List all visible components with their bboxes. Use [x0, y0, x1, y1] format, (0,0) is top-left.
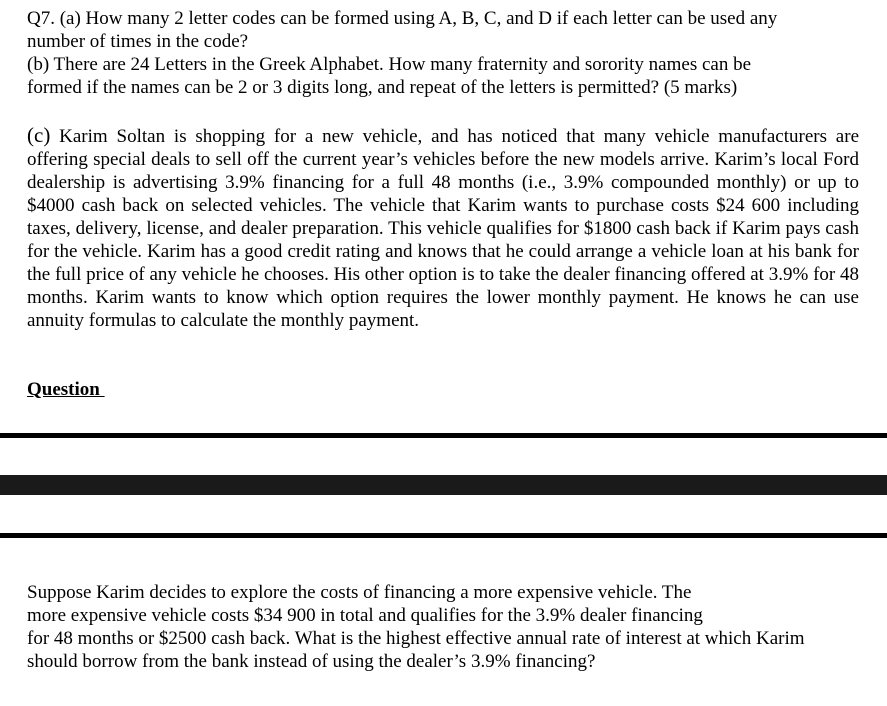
- q7-line: formed if the names can be 2 or 3 digits long, and repeat of the letters is permitted? (5 marks): [27, 77, 738, 98]
- suppose-line: should borrow from the bank instead of using the dealer’s 3.9% financing?: [27, 651, 596, 672]
- question-heading: Question: [27, 379, 105, 400]
- suppose-line: more expensive vehicle costs $34 900 in total and qualifies for the 3.9% dealer financing: [27, 605, 703, 626]
- part-c-text: Karim Soltan is shopping for a new vehicle, and has noticed that many vehicle manufacturers are offering special deals to sell off the current year’s vehicles before the new models arrive. Karim’s local Ford dealership is advertising 3.9% financing for a full 48 months (i.e., 3.9% compounded monthly) or up to $4000 cash back on selected vehicles. The vehicle that Karim wants to purchase costs $24 600 including taxes, delivery, license, and dealer preparation. This vehicle qualifies for $1800 cash back if Karim pays cash for the vehicle. Karim has a good credit rating and knows that he could arrange a vehicle loan at his bank for the full price of any vehicle he chooses. His other option is to take the dealer financing offered at 3.9% for 48 months. Karim wants to know which option requires the lower monthly payment. He knows he can use annuity formulas to calculate the monthly payment.: [27, 126, 860, 331]
- q7-line: number of times in the code?: [27, 31, 249, 52]
- suppose-question-block: [27, 581, 867, 673]
- horizontal-rule: [0, 433, 887, 438]
- part-c-paragraph: [27, 124, 859, 332]
- horizontal-rule: [0, 533, 887, 538]
- q7-line: (b) There are 24 Letters in the Greek Alphabet. How many fraternity and sorority names can be: [27, 54, 752, 75]
- part-c-label: (c): [27, 123, 51, 147]
- thick-divider-bar: [0, 475, 887, 495]
- suppose-line: Suppose Karim decides to explore the costs of financing a more expensive vehicle. The: [27, 582, 692, 603]
- suppose-line: for 48 months or $2500 cash back. What is the highest effective annual rate of interest at which Karim: [27, 628, 805, 649]
- q7-question-block: [27, 7, 867, 99]
- q7-line: Q7. (a) How many 2 letter codes can be formed using A, B, C, and D if each letter can be used any: [27, 8, 778, 29]
